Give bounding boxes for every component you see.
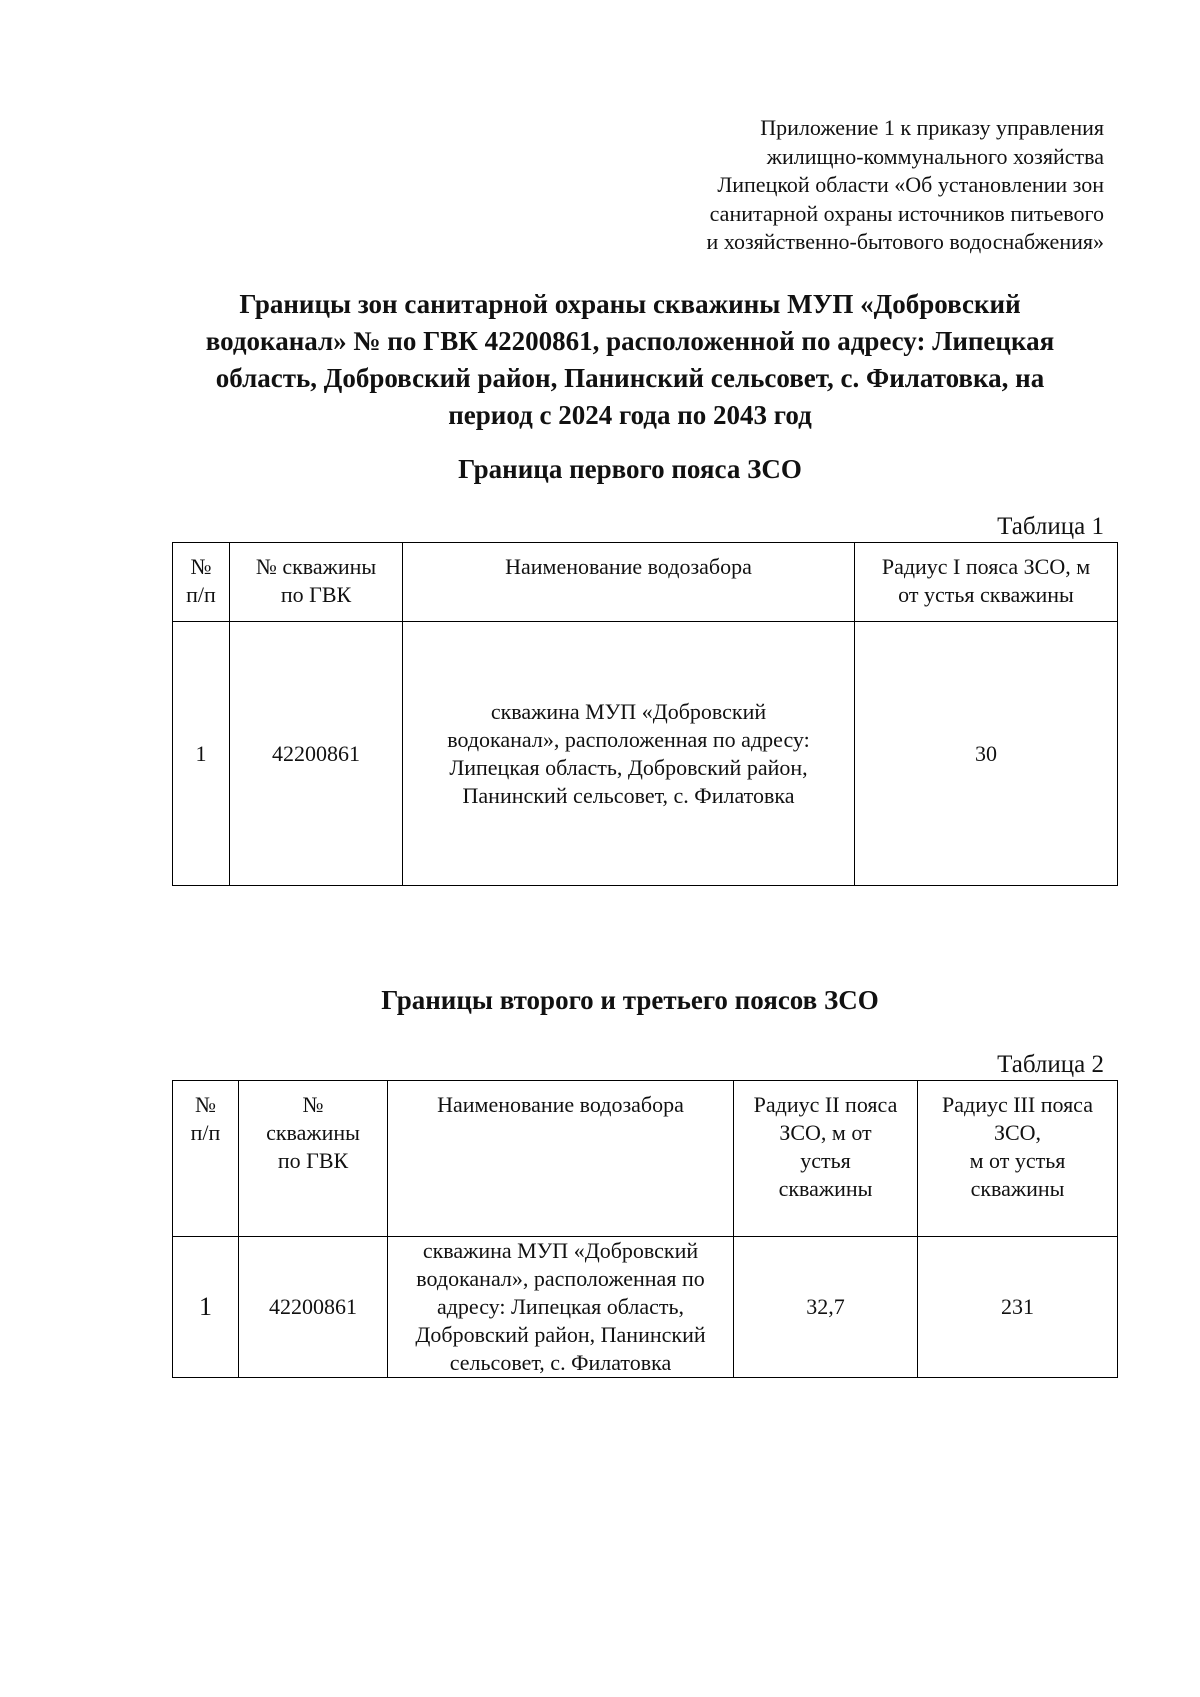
header-name (388, 1081, 734, 1237)
cell-name (403, 622, 855, 886)
cell-text: Панинский сельсовет, с. Филатовка (462, 782, 795, 808)
cell-text: сельсовет, с. Филатовка (449, 1350, 672, 1375)
cell-text: адресу: Липецкая область, (436, 1294, 685, 1319)
header-well (230, 543, 403, 622)
header-text: по ГВК (280, 582, 352, 607)
cell-radius-ii: 32,7 (734, 1237, 918, 1378)
table1-header-row (173, 543, 1118, 622)
header-text: м от устья (969, 1148, 1066, 1173)
section2-heading: Границы второго и третьего поясов ЗСО (381, 985, 879, 1015)
title-line: Границы зон санитарной охраны скважины МУП «Добровский (239, 289, 1021, 319)
appendix-line: жилищно-коммунального хозяйства (766, 143, 1104, 169)
cell-text: Добровский район, Панинский (415, 1322, 706, 1347)
table-row (173, 622, 1118, 886)
section1-heading: Граница первого пояса ЗСО (458, 454, 802, 484)
title-line: период с 2024 года по 2043 год (448, 400, 812, 430)
header-text: Радиус I пояса ЗСО, м (881, 554, 1091, 579)
cell-text: водоканал», расположенная по (416, 1266, 705, 1291)
appendix-line: Приложение 1 к приказу управления (760, 115, 1104, 140)
header-text: Радиус III пояса (942, 1092, 1093, 1117)
header-text: Наименование водозабора (505, 554, 752, 579)
cell-radius: 30 (855, 622, 1118, 886)
header-text: № (190, 554, 212, 579)
header-name (403, 543, 855, 622)
header-text: ЗСО, (993, 1120, 1042, 1145)
header-num (173, 1081, 239, 1237)
cell-text: скважина МУП «Добровский (422, 1238, 699, 1263)
cell-text: водоканал», расположенная по адресу: (447, 726, 810, 752)
cell-text: скважина МУП «Добровский (490, 698, 767, 724)
header-text: № скважины (255, 554, 377, 579)
header-text: устья (800, 1148, 851, 1173)
title-line: водоканал» № по ГВК 42200861, расположенной по адресу: Липецкая (205, 326, 1055, 356)
table1-caption: Таблица 1 (997, 513, 1104, 540)
header-text: скважины (266, 1120, 360, 1145)
cell-well: 42200861 (230, 622, 403, 886)
table-second-third-zones (172, 1080, 1118, 1378)
header-text: № (195, 1092, 216, 1117)
header-text: № (302, 1092, 324, 1117)
header-radius-iii (918, 1081, 1118, 1237)
header-text: по ГВК (277, 1148, 349, 1173)
cell-num: 1 (173, 1237, 239, 1378)
header-text: п/п (190, 1120, 221, 1145)
header-text: скважины (778, 1176, 873, 1201)
cell-text: Липецкая область, Добровский район, (449, 754, 808, 780)
header-text: п/п (186, 582, 216, 607)
cell-num: 1 (173, 622, 230, 886)
table2-caption: Таблица 2 (997, 1051, 1104, 1078)
cell-name (388, 1237, 734, 1378)
header-text: от устья скважины (898, 582, 1074, 607)
header-text: Радиус II пояса (753, 1092, 898, 1117)
cell-radius-iii: 231 (918, 1237, 1118, 1378)
title-line: область, Добровский район, Панинский сельсовет, с. Филатовка, на (215, 363, 1045, 393)
appendix-line: и хозяйственно-бытового водоснабжения» (706, 229, 1104, 254)
appendix-line: Липецкой области «Об установлении зон (717, 172, 1104, 197)
cell-well: 42200861 (239, 1237, 388, 1378)
table2-header-row (173, 1081, 1118, 1237)
header-text: ЗСО, м от (779, 1120, 872, 1145)
table-first-zone (172, 542, 1118, 886)
header-text: скважины (970, 1176, 1065, 1201)
header-radius-ii (734, 1081, 918, 1237)
header-well (239, 1081, 388, 1237)
header-num (173, 543, 230, 622)
header-radius (855, 543, 1118, 622)
header-text: Наименование водозабора (437, 1092, 684, 1117)
appendix-note (544, 114, 1104, 257)
appendix-line: санитарной охраны источников питьевого (709, 200, 1104, 226)
document-title (160, 286, 1100, 434)
table-row (173, 1237, 1118, 1378)
